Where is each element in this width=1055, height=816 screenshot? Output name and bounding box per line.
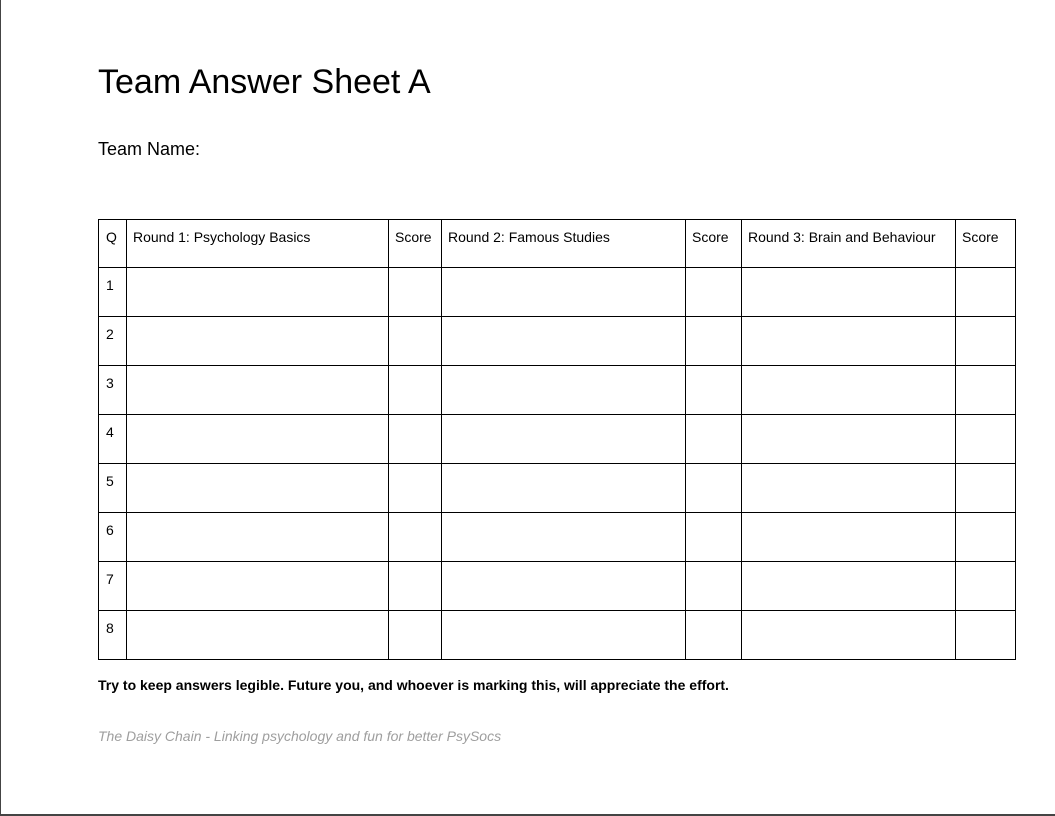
round-3-answer-cell [742,415,956,464]
table-header-row [99,220,1016,268]
question-number: 3 [99,366,127,415]
round-1-answer-cell [127,611,389,660]
table-row [99,317,1016,366]
round-2-answer-cell [442,317,686,366]
round-1-answer-cell [127,464,389,513]
round-2-answer-cell [442,268,686,317]
round-1-answer-cell [127,317,389,366]
question-number: 7 [99,562,127,611]
round-2-answer-cell [442,611,686,660]
score-2-cell [686,611,742,660]
score-3-cell [956,562,1016,611]
question-number: 5 [99,464,127,513]
score-3-cell [956,415,1016,464]
round-1-answer-cell [127,268,389,317]
round-2-answer-cell [442,464,686,513]
score-3-cell [956,366,1016,415]
header-score-3: Score [956,220,1016,268]
round-2-answer-cell [442,562,686,611]
round-3-answer-cell [742,268,956,317]
score-3-cell [956,611,1016,660]
score-2-cell [686,513,742,562]
round-3-answer-cell [742,317,956,366]
score-2-cell [686,268,742,317]
round-1-answer-cell [127,415,389,464]
round-3-answer-cell [742,513,956,562]
page-title: Team Answer Sheet A [98,63,431,101]
question-number: 6 [99,513,127,562]
score-3-cell [956,317,1016,366]
score-1-cell [389,611,442,660]
score-3-cell [956,268,1016,317]
score-2-cell [686,317,742,366]
table-row [99,415,1016,464]
round-3-answer-cell [742,464,956,513]
round-1-answer-cell [127,562,389,611]
team-name-label: Team Name: [98,139,201,159]
header-round-2: Round 2: Famous Studies [442,220,686,268]
score-2-cell [686,562,742,611]
table-row [99,366,1016,415]
score-2-cell [686,464,742,513]
score-2-cell [686,366,742,415]
score-1-cell [389,317,442,366]
score-1-cell [389,464,442,513]
round-3-answer-cell [742,366,956,415]
question-number: 2 [99,317,127,366]
score-1-cell [389,366,442,415]
header-score-1: Score [389,220,442,268]
score-1-cell [389,562,442,611]
footer-tagline: The Daisy Chain - Linking psychology and fun for better PsySocs [98,728,502,744]
score-1-cell [389,268,442,317]
score-3-cell [956,464,1016,513]
header-round-3: Round 3: Brain and Behaviour [742,220,956,268]
question-number: 8 [99,611,127,660]
table-row [99,562,1016,611]
header-round-1: Round 1: Psychology Basics [127,220,389,268]
legibility-note: Try to keep answers legible. Future you, and whoever is marking this, will appreciate the effort. [98,677,729,693]
round-3-answer-cell [742,611,956,660]
round-3-answer-cell [742,562,956,611]
round-2-answer-cell [442,366,686,415]
table-row [99,513,1016,562]
header-score-2: Score [686,220,742,268]
table-row [99,464,1016,513]
score-1-cell [389,415,442,464]
score-1-cell [389,513,442,562]
question-number: 4 [99,415,127,464]
score-3-cell [956,513,1016,562]
question-number: 1 [99,268,127,317]
round-1-answer-cell [127,513,389,562]
score-2-cell [686,415,742,464]
round-2-answer-cell [442,415,686,464]
table-row [99,268,1016,317]
round-1-answer-cell [127,366,389,415]
header-question: Q [99,220,127,268]
round-2-answer-cell [442,513,686,562]
answer-table [98,219,1016,660]
table-row [99,611,1016,660]
